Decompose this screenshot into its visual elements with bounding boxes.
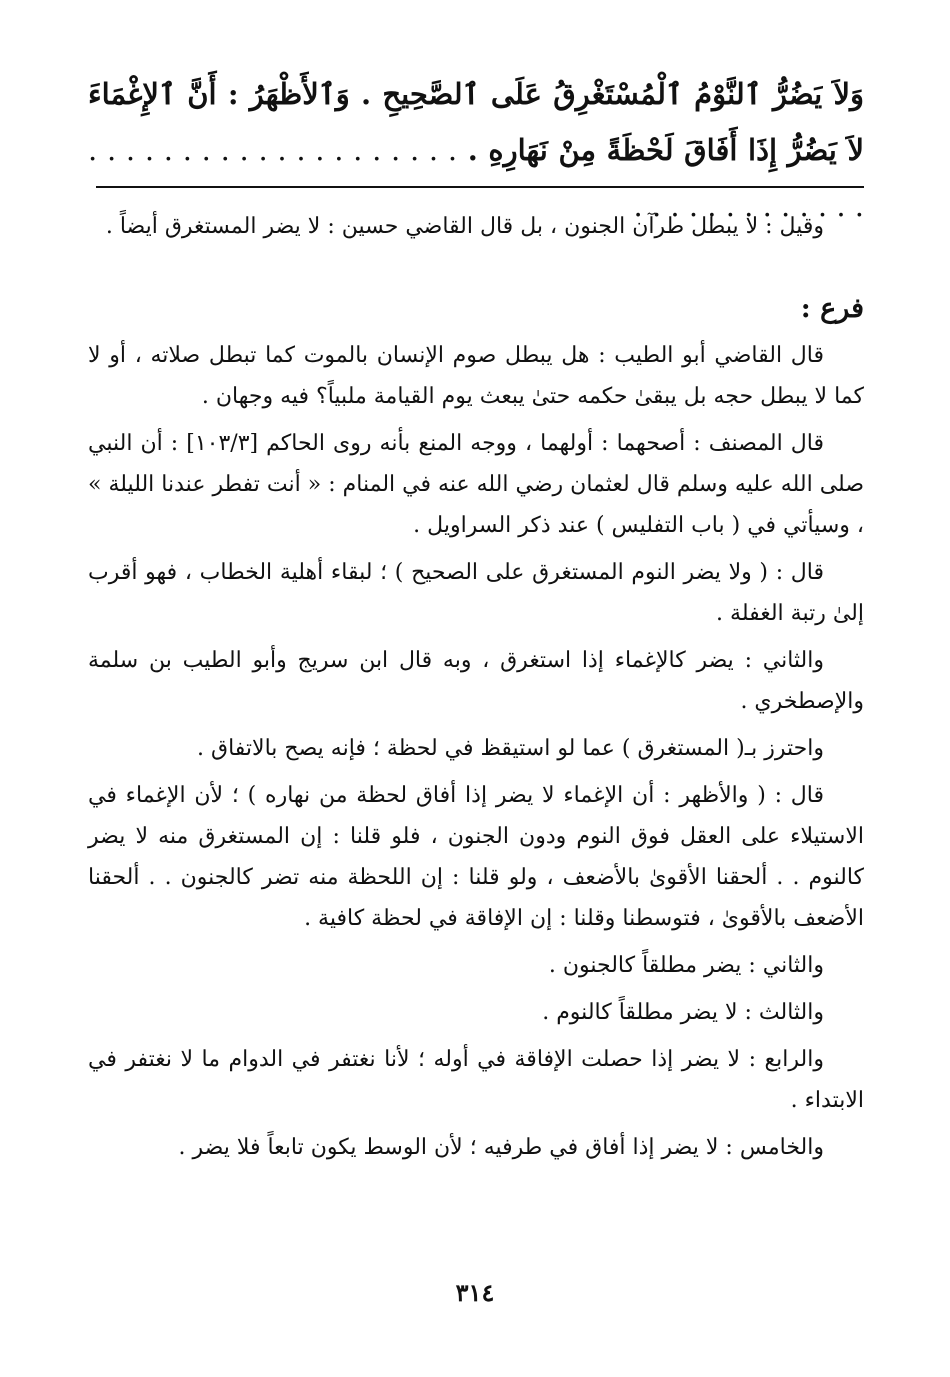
commentary-paragraph: قال القاضي أبو الطيب : هل يبطل صوم الإنسان بالموت كما تبطل صلاته ، أو لا كما لا يبطل حجه بل يبقىٰ حكمه حتىٰ يبعث يوم القيامة ملبياً؟ فيه وجهان . — [88, 343, 864, 409]
matn-text: وَلاَ يَضُرُّ ٱلنَّوْمُ ٱلْمُسْتَغْرِقُ عَلَى ٱلصَّحِيحِ . وَٱلأَظْهَرُ : أَنَّ ٱلإِغْمَاءَ لاَ يَضُرُّ إِذَا أَفَاقَ لَحْظَةً مِنْ نَهَارِهِ . — [88, 77, 864, 167]
matn-continuation-dots: . . . . . . . . . . . . . . . . . . . . . . . . . . . . . . . . . — [88, 133, 864, 223]
commentary-paragraph: واحترز بـ( المستغرق ) عما لو استيقظ في لحظة ؛ فإنه يصح بالاتفاق . — [197, 736, 824, 761]
footnote-separator-line — [96, 186, 864, 188]
commentary-paragraph: والثاني : يضر كالإغماء إذا استغرق ، وبه قال ابن سريج وأبو الطيب بن سلمة والإصطخري . — [88, 648, 864, 714]
commentary-paragraph: والخامس : لا يضر إذا أفاق في طرفيه ؛ لأن الوسط يكون تابعاً فلا يضر . — [178, 1135, 824, 1160]
section-gap — [88, 253, 864, 287]
commentary-section — [88, 206, 864, 1174]
commentary-paragraph: وقيل : لا يبطل طرآن الجنون ، بل قال القاضي حسين : لا يضر المستغرق أيضاً . — [105, 214, 824, 239]
page-number: ٣١٤ — [455, 1278, 495, 1307]
commentary-paragraph: والثالث : لا يضر مطلقاً كالنوم . — [542, 1000, 824, 1025]
section-heading: فرع : — [800, 293, 864, 324]
commentary-paragraph: قال : ( والأظهر : أن الإغماء لا يضر إذا أفاق لحظة من نهاره ) ؛ لأن الإغماء في الاستيلاء على العقل فوق النوم ودون الجنون ، فلو قلنا : إن المستغرق منه لا يضر كالنوم . . ألحقنا الأقوىٰ بالأضعف ، ولو قلنا : إن اللحظة منه تضر كالجنون . . ألحقنا الأضعف بالأقوىٰ ، فتوسطنا وقلنا : إن الإفاقة في لحظة كافية . — [88, 783, 864, 931]
commentary-paragraph: قال المصنف : أصحهما : أولهما ، ووجه المنع بأنه روى الحاكم [١٠٣/٣] : أن النبي صلى الله عليه وسلم قال لعثمان رضي الله عنه في المنام : « أنت تفطر عندنا الليلة » ، وسيأتي في ( باب التفليس ) عند ذكر السراويل . — [88, 431, 864, 538]
commentary-paragraph: والثاني : يضر مطلقاً كالجنون . — [548, 953, 824, 978]
commentary-paragraph: والرابع : لا يضر إذا حصلت الإفاقة في أوله ؛ لأنا نغتفر في الدوام ما لا نغتفر في الابتداء . — [88, 1047, 864, 1113]
commentary-paragraph: قال : ( ولا يضر النوم المستغرق على الصحيح ) ؛ لبقاء أهلية الخطاب ، فهو أقرب إلىٰ رتبة الغفلة . — [88, 560, 864, 626]
